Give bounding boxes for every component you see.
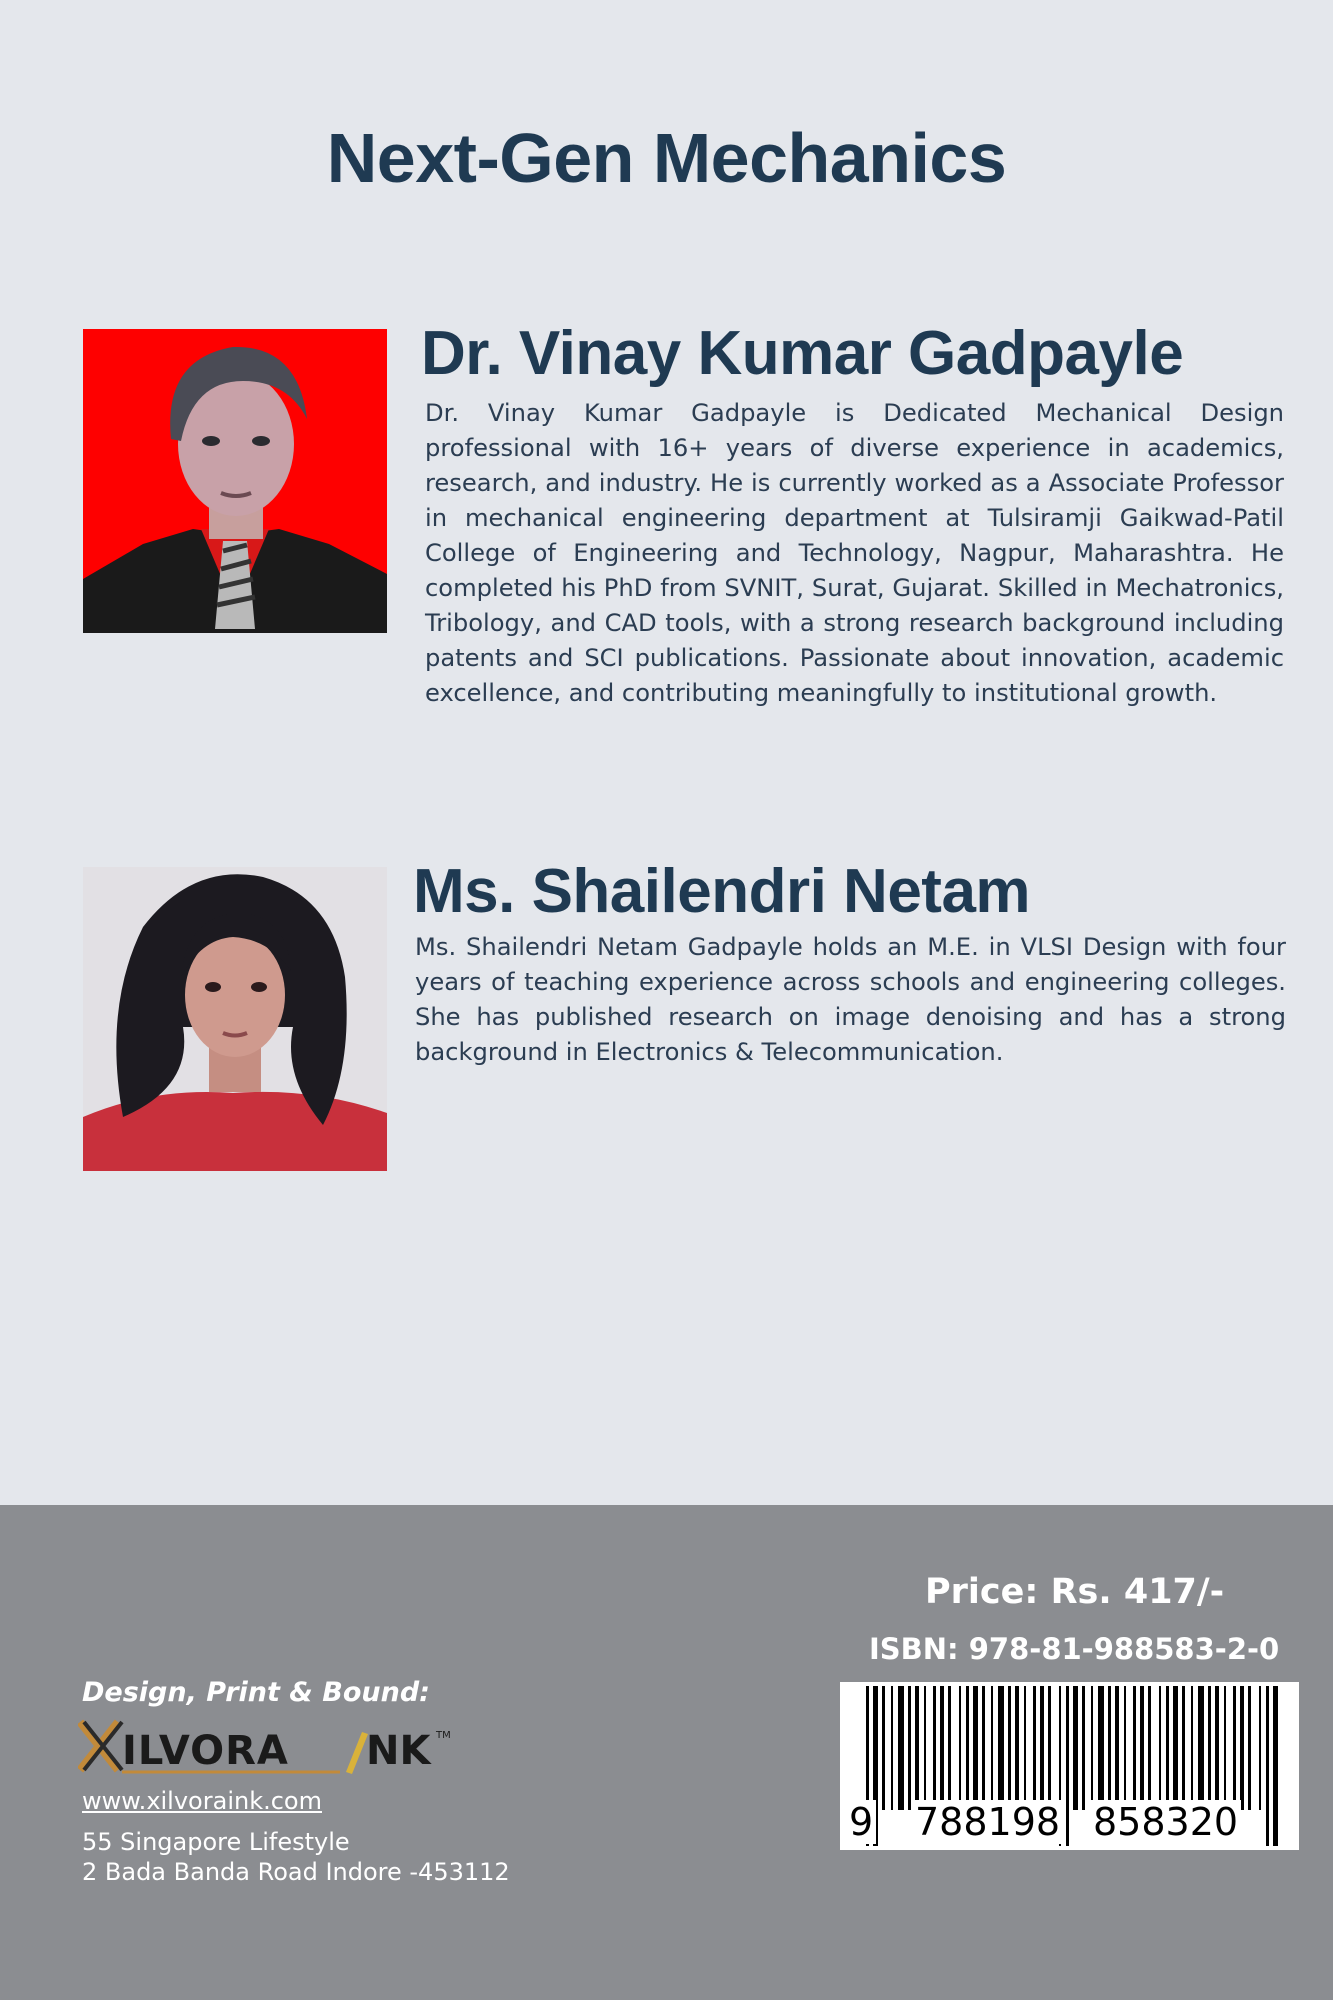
author-name-2: Ms. Shailendri Netam (413, 857, 1031, 926)
barcode-bar (1166, 1686, 1169, 1810)
barcode-bar (891, 1686, 893, 1810)
author-name-1: Dr. Vinay Kumar Gadpayle (421, 319, 1184, 388)
author-bio-2: Ms. Shailendri Netam Gadpayle holds an M.E. in VLSI Design with four years of teaching experience across schools and engineering colleges. She has published research on image denoising and has a strong background in Electronics & Telecommunication. (415, 933, 1286, 1066)
barcode-bar (915, 1686, 919, 1810)
book-title: Next-Gen Mechanics (326, 119, 1007, 197)
barcode-bar (1198, 1686, 1204, 1810)
author-bio-1: Dr. Vinay Kumar Gadpayle is Dedicated Mechanical Design professional with 16+ years of diverse experience in academics, research, and industry. He is currently worked as a Associate Professor in mechanical engineering department at Tulsiramji Gaikwad-Patil College of Engineering and Technology, Nagpur, Maharashtra. He completed his PhD from SVNIT, Surat, Gujarat. Skilled in Mechatronics, Tribology, and CAD tools, with a strong research background including patents and SCI publications. Passionate about innovation, academic excellence, and contributing meaningfully to institutional growth. (425, 399, 1284, 707)
barcode-bar (933, 1686, 936, 1810)
barcode-bar (1133, 1686, 1136, 1810)
back-cover-footer (0, 1505, 1333, 2000)
publisher-address-line-2: 2 Bada Banda Road Indore -453112 (82, 1858, 510, 1886)
publisher-address-line-1: 55 Singapore Lifestyle (82, 1828, 350, 1856)
barcode-bar (1033, 1686, 1036, 1810)
barcode-bar (1248, 1686, 1251, 1810)
barcode-bar (1091, 1686, 1093, 1810)
barcode-bar (1082, 1686, 1085, 1810)
barcode-bar (1073, 1686, 1078, 1810)
barcode-bar (1140, 1686, 1144, 1810)
barcode-bar (1108, 1686, 1111, 1810)
barcode-bar (1015, 1686, 1019, 1810)
barcode-bar (1224, 1686, 1226, 1810)
barcode-bar (1115, 1686, 1119, 1810)
barcode-bar (1208, 1686, 1211, 1810)
barcode-bar (1040, 1686, 1044, 1810)
barcode-bar (1008, 1686, 1011, 1810)
barcode-bar (1124, 1686, 1126, 1810)
barcode-digits-left: 788198 (912, 1800, 1063, 1844)
barcode-bar (882, 1686, 885, 1810)
barcode-digit-first: 9 (846, 1800, 876, 1844)
design-print-bound-label: Design, Print & Bound: (82, 1677, 430, 1708)
barcode-bar (1024, 1686, 1026, 1810)
barcode-bar (1191, 1686, 1193, 1810)
author-photo-2 (83, 867, 387, 1171)
barcode-bar (1259, 1686, 1261, 1810)
barcode-digits-right: 858320 (1090, 1800, 1241, 1844)
publisher-website-link[interactable]: www.xilvoraink.com (82, 1787, 322, 1815)
isbn-barcode (840, 1682, 1299, 1850)
barcode-bar (1148, 1686, 1151, 1810)
svg-text:TM: TM (436, 1730, 451, 1741)
price-label: Price: Rs. 417/- (925, 1572, 1225, 1612)
barcode-bar (1048, 1686, 1051, 1810)
publisher-logo (78, 1718, 458, 1778)
barcode-bar (959, 1686, 961, 1810)
barcode-bar (948, 1686, 951, 1810)
barcode-bar (1182, 1686, 1185, 1810)
barcode-bar (898, 1686, 904, 1810)
isbn-label: ISBN: 978-81-988583-2-0 (869, 1632, 1280, 1666)
barcode-bar (973, 1686, 978, 1810)
barcode-digits (840, 1800, 1299, 1846)
barcode-bar (1159, 1686, 1161, 1810)
barcode-bar (1240, 1686, 1244, 1810)
barcode-bar (966, 1686, 969, 1810)
barcode-bar (1098, 1686, 1104, 1810)
barcode-bar (940, 1686, 944, 1810)
barcode-bar (1233, 1686, 1236, 1810)
barcode-bar (1215, 1686, 1219, 1810)
svg-text:NK: NK (366, 1728, 431, 1774)
barcode-bar (991, 1686, 993, 1810)
barcode-bar (924, 1686, 926, 1810)
barcode-bar (982, 1686, 985, 1810)
barcode-bar (1173, 1686, 1178, 1810)
svg-text:ILVORA: ILVORA (122, 1728, 289, 1774)
barcode-bar (908, 1686, 911, 1810)
barcode-bar (998, 1686, 1004, 1810)
author-photo-1 (83, 329, 387, 633)
